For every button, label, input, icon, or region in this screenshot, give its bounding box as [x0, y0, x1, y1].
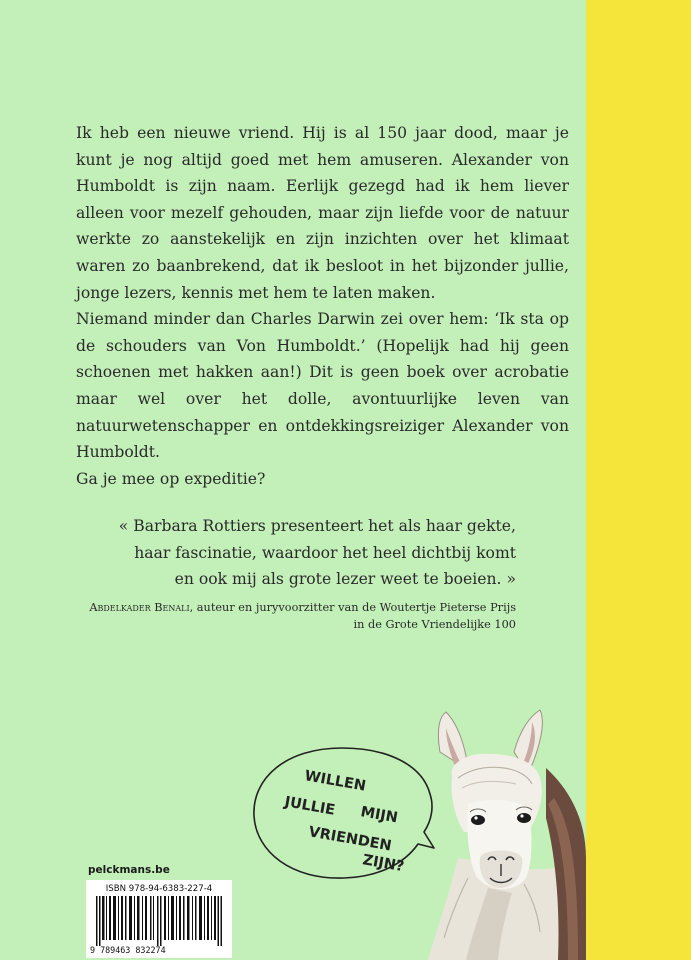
publisher-website: pelckmans.be — [88, 864, 170, 876]
bubble-text-mijn: MIJN — [359, 804, 399, 827]
barcode — [96, 896, 222, 946]
blurb-paragraph-1: Ik heb een nieuwe vriend. Hij is al 150 jaar dood, maar je kunt je nog altijd goed met hem amuseren. Alexander von Humboldt is zijn naam. Eerlijk gezegd had ik hem liever alleen voor mezelf gehouden, maar zijn liefde voor de natuur werkte zo aanstekelijk en zijn inzichten over het klimaat waren zo baanbrekend, dat ik besloot in het bijzonder jullie, jonge lezers, kennis met hem te laten maken. — [76, 124, 569, 302]
blurb-text — [76, 120, 569, 492]
blurb-paragraph-3: Ga je mee op expeditie? — [76, 469, 266, 488]
quote-line-3: en ook mij als grote lezer weet te boeien. » — [174, 570, 516, 588]
isbn-barcode-box — [86, 880, 232, 958]
review-attribution — [76, 599, 516, 633]
quote-line-2: haar fascinatie, waardoor het heel dichtbij komt — [134, 543, 516, 562]
isbn-label: ISBN 978-94-6383-227-4 — [105, 884, 213, 894]
llama-illustration — [428, 708, 586, 960]
blurb-paragraph-2: Niemand minder dan Charles Darwin zei over hem: ‘Ik sta op de schouders van Von Humboldt.’ (Hopelijk had hij geen schoenen met hakken aan!) Dit is geen boek over acrobatie maar wel over het dolle, avontuurlijke leven van natuurwetenschapper en ontdekkingsreiziger Alexander von Humboldt. — [76, 310, 569, 462]
bubble-text-jullie: JULLIE — [283, 794, 337, 819]
yellow-spine-band — [586, 0, 691, 960]
barcode-digits: 9 789463 832274 — [90, 945, 166, 955]
review-author: Abdelkader Benali — [89, 601, 190, 614]
bubble-text-willen: WILLEN — [303, 768, 368, 795]
review-quote — [76, 513, 516, 593]
quote-line-1: « Barbara Rottiers presenteert het als haar gekte, — [118, 517, 516, 535]
bubble-text-zijn: ZIJN? — [361, 852, 406, 876]
bubble-text-vrienden: VRIENDEN — [307, 824, 393, 855]
speech-bubble — [246, 740, 436, 890]
review-author-role: , auteur en juryvoorzitter van de Woutertje Pieterse Prijs — [189, 601, 516, 614]
review-source: in de Grote Vriendelijke 100 — [353, 618, 516, 631]
